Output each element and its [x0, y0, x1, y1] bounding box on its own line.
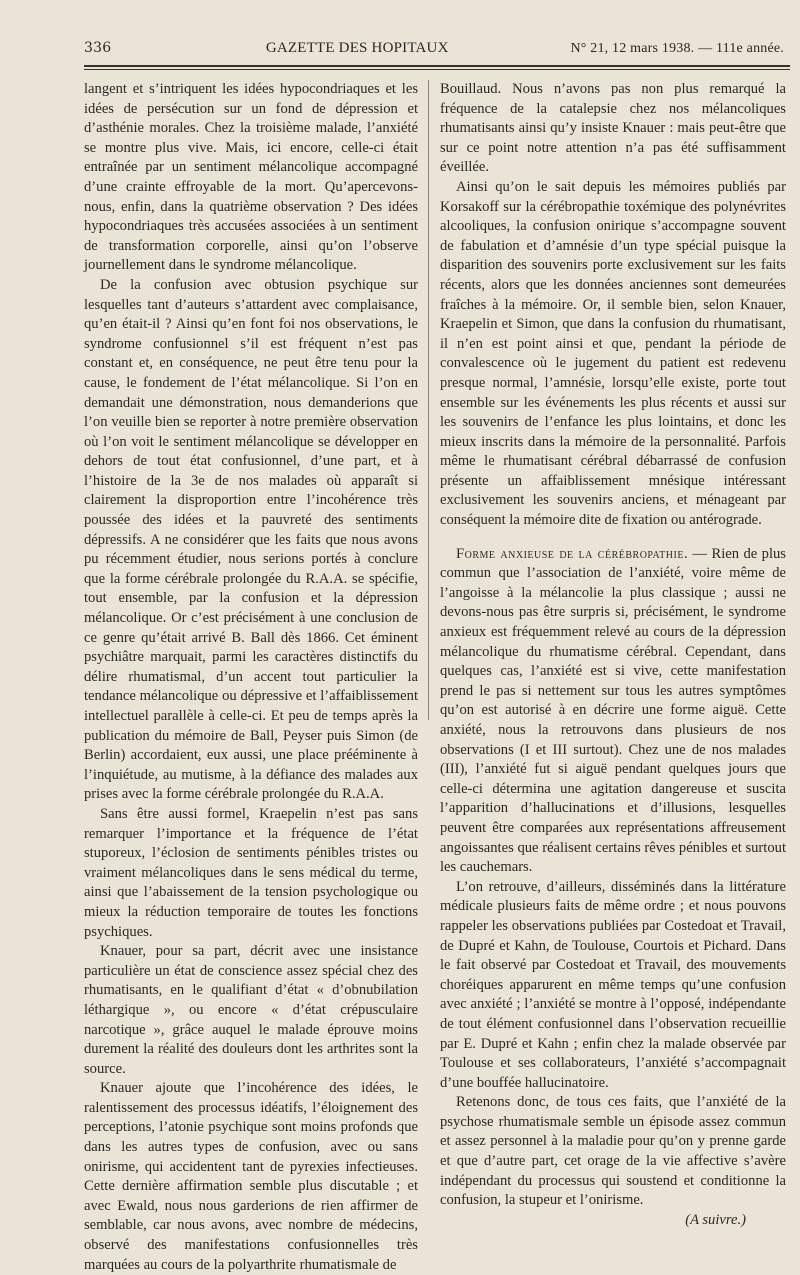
right-paragraph-4: L’on retrouve, d’ailleurs, disséminés dans la littérature médicale plusieurs faits de même ordre ; et nous pouvons rappeler les observations publiées par Costedoat et Travail, de Dupré et Kahn, de Toulouse, Courtois et Pichard. Dans le fait observé par Costedoat et Travail, des mouvements choréiques apparurent en même temps qu’une confusion avec anxiété ; l’anxiété se montre à l’opposé, indépendante de tout élément confusionnel dans l’observation recueillie par E. Dupré et Kahn ; enfin chez la malade observée par Toulouse et ses collaborateurs, l’anxiété s’accompagnait d’une bouffée hallucinatoire. [440, 878, 786, 1091]
page-header [84, 40, 784, 62]
section-heading: Forme anxieuse de la cérébropathie. [456, 545, 689, 562]
right-paragraph-2: Ainsi qu’on le sait depuis les mémoires publiés par Korsakoff sur la cérébropathie toxémique des polynévrites alcooliques, la confusion onirique s’accompagne souvent de fabulation et d’amnésie d’un type spécial puisque la disparition des souvenirs porte exclusivement sur les faits récents, alors que les données anciennes sont demeurées fraîches à la mémoire. Or, il semble bien, selon Knauer, Kraepelin et Simon, que dans la confusion du rhumatisant, il n’en est point ainsi et que, pendant la période de convalescence où le jugement du patient est redevenu presque normal, l’amnésie, lorsqu’elle existe, porte tout ensemble sur les événements les plus récents et aussi sur les souvenirs de l’enfance les plus lointains, et donc les mieux inscrits dans la mémoire de la personnalité. Parfois même le rhumatisant cérébral débarrassé de confusion présente un affaiblissement mnésique intéressant exclusivement les souvenirs anciens, et ménageant par conséquent la mémoire dite de fixation ou antérograde. [440, 178, 786, 529]
left-paragraph-3: Sans être aussi formel, Kraepelin n’est pas sans remarquer l’importance et la fréquence de l’état stuporeux, l’éclosion de sentiments pénibles tristes ou vraiment mélancoliques dans le sens médical du terme, ainsi que l’abaissement de la tension psychologique ou mieux la réduction temporaire de toutes les fonctions psychiques. [84, 805, 418, 940]
left-paragraph-4: Knauer, pour sa part, décrit avec une insistance particulière un état de conscience assez spécial chez des rhumatisants, en le qualifiant d’état « d’obnubilation léthargique », ou encore « d’état crépusculaire narcotique », grâce auquel le malade éprouve moins durement la réalité des douleurs dont les arthrites sont la source. [84, 943, 418, 1077]
right-paragraph-3 [440, 545, 786, 878]
section-body: — Rien de plus commun que l’association de l’anxiété, voire même de l’angoisse à la mélancolie la plus classique ; aussi ne devons-nous pas être surpris si, précisément, le syndrome anxieux est fréquemment relevé au cours de la dépression mélancolique du rhumatisme cérébral. Cependant, dans quelques cas, l’anxiété est si vive, cette manifestation prend le pas si nettement sur tous les autres symptômes qu’on est autorisé à en décrire une forme aiguë. Cette anxiété, nous la retrouvons dans plusieurs de nos observations (I et III surtout). Chez une de nos malades (III), l’anxiété fut si aiguë pendant quelques jours que celle-ci détermina une agitation dangereuse et suscita l’apparition d’hallucinations et d’illusions, lesquelles peuvent être comparées aux représentations affreusement angoissantes que réalisent certains rêves pénibles et surtout les cauchemars. [440, 545, 786, 876]
header-rule-thin [84, 69, 790, 70]
left-column [84, 80, 418, 1273]
to-be-continued: (A suivre.) [685, 1211, 746, 1228]
right-column [440, 80, 786, 1228]
issue-info: N° 21, 12 mars 1938. — 111e année. [570, 41, 784, 56]
left-paragraph-2: De la confusion avec obtusion psychique sur lesquelles tant d’auteurs s’attardent avec complaisance, qu’en était-il ? Ainsi qu’en font foi nos observations, le syndrome confusionnel s’il est fréquent n’est pas constant et, en conséquence, ne peut être tenu pour la cause, le fondement de l’état mélancolique. Si l’on en demandait une démonstration, nous demanderions que l’on veuille bien se reporter à notre première observation où l’on voit le sentiment mélancolique se développer en dehors de tout état confusionnel, d’une part, et à l’histoire de la 3e de nos malades où apparaît si clairement la disproportion entre l’incohérence très poussée des idées et la pauvreté des sentiments dépressifs. A ne considérer que les faits que nous avons pu récemment étudier, nous serions portés à conclure que la forme cérébrale prolongée du R.A.A. se spécifie, tout ensemble, par la confusion et la dépression mélancolique. Or c’est précisément à une conclusion de ce genre qu’était arrivé B. Ball dès 1866. Cet éminent psychiâtre marquait, parmi les caractères distinctifs du délire rhumatismal, d’un accent tout particulier la tendance mélancolique ou dépressive et l’affaiblissement intellectuel parallèle à celle-ci. Et peu de temps après la publication du mémoire de Ball, Peyser puis Simon (de Berlin) accordaient, eux aussi, une place prééminente à l’inquiétude, au mutisme, à la défiance des malades aux prises avec la forme cérébrale prolongée du R.A.A. [84, 276, 418, 803]
header-rule-thick [84, 65, 790, 67]
left-paragraph-5: Knauer ajoute que l’incohérence des idées, le ralentissement des processus idéatifs, l’éloignement des perceptions, l’atonie psychique sont moins profonds que dans les autres types de confusion, avec ou sans onirisme, qui accidentent tant de pyrexies infectieuses. Cette dernière affirmation semble plus discutable ; et avec Ewald, nous nous garderions de rien affirmer de semblable, car nous avons, avec nombre de médecins, observé des manifestations confusionnelles très marquées au cours de la polyarthrite rhumatismale de [84, 1080, 418, 1273]
column-separator [428, 80, 429, 720]
journal-title: GAZETTE DES HOPITAUX [265, 40, 449, 56]
page-number: 336 [84, 40, 112, 56]
right-paragraph-1: Bouillaud. Nous n’avons pas non plus remarqué la fréquence de la catalepsie chez nos mélancoliques rhumatisants ainsi qu’y insiste Knauer : mais peut-être que sur ce point notre attention n’a pas été suffisamment éveillée. [440, 81, 786, 176]
right-paragraph-5: Retenons donc, de tous ces faits, que l’anxiété de la psychose rhumatismale semble un épisode assez commun et assez personnel à la maladie pour qu’on y prenne garde et que d’autre part, cet orage de la vie affective s’avère indépendant du processus qui soustend et conditionne la confusion, la stupeur et l’onirisme. [440, 1094, 786, 1209]
left-paragraph-1: langent et s’intriquent les idées hypocondriaques et les idées de persécution sur un fond de dépression et d’asthénie morales. Chez la troisième malade, l’anxiété se montre plus vive. Mais, ici encore, celle-ci était entraînée par un sentiment mélancolique accompagné d’une crainte effroyable de la mort. Qu’apercevons-nous, enfin, dans la quatrième observation ? Des idées hypocondriaques très accusées associées à un sentiment de transformation corporelle, ainsi qu’on l’observe journellement dans le syndrome mélancolique. [84, 81, 418, 274]
